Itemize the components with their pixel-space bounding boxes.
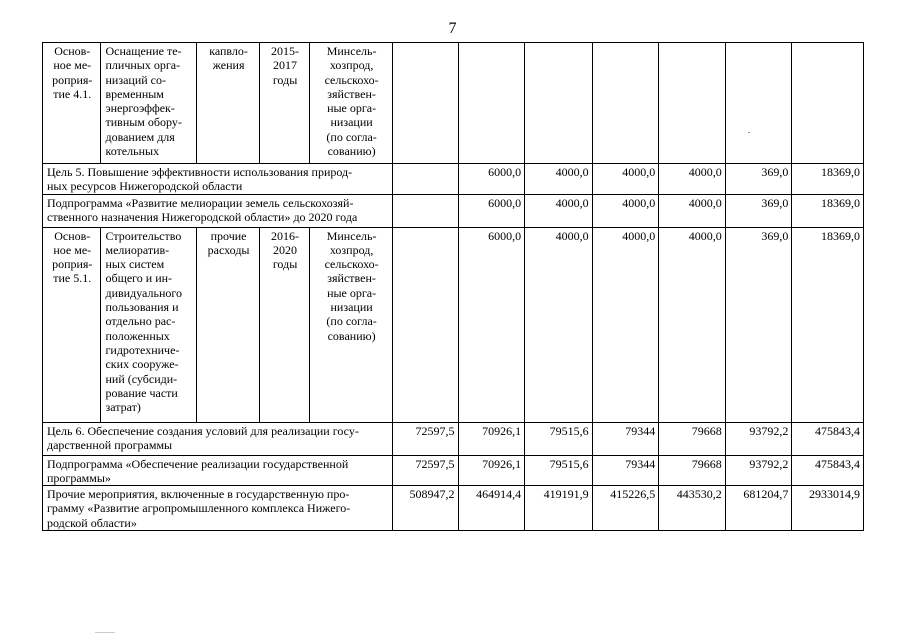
scan-speck (95, 632, 115, 633)
measure-name-cell: Оснащение те- пличных орга- низаций со- временным энергоэффек- тивным обору- дованием для котельных (101, 43, 197, 164)
years-cell: 2016- 2020 годы (259, 227, 309, 422)
value-cell: 4000,0 (659, 164, 726, 195)
value-cell: 419191,9 (525, 486, 593, 531)
value-cell (659, 43, 726, 164)
value-cell: 475843,4 (792, 455, 864, 486)
value-cell: 79344 (592, 422, 659, 455)
value-cell: 475843,4 (792, 422, 864, 455)
expense-type-cell: капвло- жения (197, 43, 260, 164)
section-title-cell: Цель 5. Повышение эффективности использования природ- ных ресурсов Нижегородской области (43, 164, 393, 195)
value-cell: 4000,0 (525, 164, 593, 195)
value-cell: 93792,2 (725, 422, 792, 455)
value-cell: 4000,0 (592, 227, 659, 422)
value-cell: 6000,0 (458, 227, 525, 422)
measure-code-cell: Основ- ное ме- роприя- тие 4.1. (43, 43, 101, 164)
value-cell: 6000,0 (458, 164, 525, 195)
value-cell: 681204,7 (725, 486, 792, 531)
value-cell (392, 43, 458, 164)
executor-cell: Минсель- хозпрод, сельскохо- зяйствен- ные орга- низации (по согла- сованию) (310, 227, 393, 422)
value-cell (592, 43, 659, 164)
value-cell: 4000,0 (525, 194, 593, 227)
value-cell: 70926,1 (458, 422, 525, 455)
value-cell: 6000,0 (458, 194, 525, 227)
value-cell: 79668 (659, 422, 726, 455)
table-row (43, 422, 864, 455)
value-cell (525, 43, 593, 164)
value-cell (392, 164, 458, 195)
value-cell: 79344 (592, 455, 659, 486)
table-row (43, 455, 864, 486)
value-cell: 4000,0 (525, 227, 593, 422)
years-cell: 2015- 2017 годы (259, 43, 309, 164)
value-cell: 369,0 (725, 194, 792, 227)
value-cell (392, 194, 458, 227)
table-row (43, 486, 864, 531)
value-cell: 415226,5 (592, 486, 659, 531)
value-cell (458, 43, 525, 164)
measure-code-cell: Основ- ное ме- роприя- тие 5.1. (43, 227, 101, 422)
value-cell: 79515,6 (525, 422, 593, 455)
budget-table (42, 42, 864, 531)
value-cell: 70926,1 (458, 455, 525, 486)
table-row (43, 227, 864, 422)
section-title-cell: Подпрограмма «Развитие мелиорации земель сельскохозяй- ственного назначения Нижегородской области» до 2020 года (43, 194, 393, 227)
value-cell: 508947,2 (392, 486, 458, 531)
value-cell: 4000,0 (592, 194, 659, 227)
value-cell: 443530,2 (659, 486, 726, 531)
section-title-cell: Подпрограмма «Обеспечение реализации государственной программы» (43, 455, 393, 486)
value-cell: 79515,6 (525, 455, 593, 486)
value-cell (725, 43, 792, 164)
table-row (43, 164, 864, 195)
value-cell: 2933014,9 (792, 486, 864, 531)
executor-cell: Минсель- хозпрод, сельскохо- зяйствен- ные орга- низации (по согла- сованию) (310, 43, 393, 164)
value-cell: 79668 (659, 455, 726, 486)
value-cell: 4000,0 (659, 194, 726, 227)
value-cell: 93792,2 (725, 455, 792, 486)
value-cell: 4000,0 (592, 164, 659, 195)
value-cell (392, 227, 458, 422)
table-row (43, 43, 864, 164)
value-cell: 369,0 (725, 164, 792, 195)
page-number: 7 (448, 20, 457, 37)
scan-speck (748, 132, 750, 133)
value-cell: 18369,0 (792, 164, 864, 195)
value-cell (792, 43, 864, 164)
value-cell: 18369,0 (792, 227, 864, 422)
value-cell: 4000,0 (659, 227, 726, 422)
value-cell: 72597,5 (392, 455, 458, 486)
table-row (43, 194, 864, 227)
section-title-cell: Прочие мероприятия, включенные в государственную про- грамму «Развитие агропромышленного комплекса Нижего- родской области» (43, 486, 393, 531)
section-title-cell: Цель 6. Обеспечение создания условий для реализации госу- дарственной программы (43, 422, 393, 455)
value-cell: 464914,4 (458, 486, 525, 531)
value-cell: 72597,5 (392, 422, 458, 455)
table-body (43, 43, 864, 531)
value-cell: 18369,0 (792, 194, 864, 227)
expense-type-cell: прочие расходы (197, 227, 260, 422)
value-cell: 369,0 (725, 227, 792, 422)
measure-name-cell: Строительство мелиоратив- ных систем общего и ин- дивидуального пользования и отдельно рас- положенных гидротехниче- ских сооруже- ний (субсиди- рование части затрат) (101, 227, 197, 422)
